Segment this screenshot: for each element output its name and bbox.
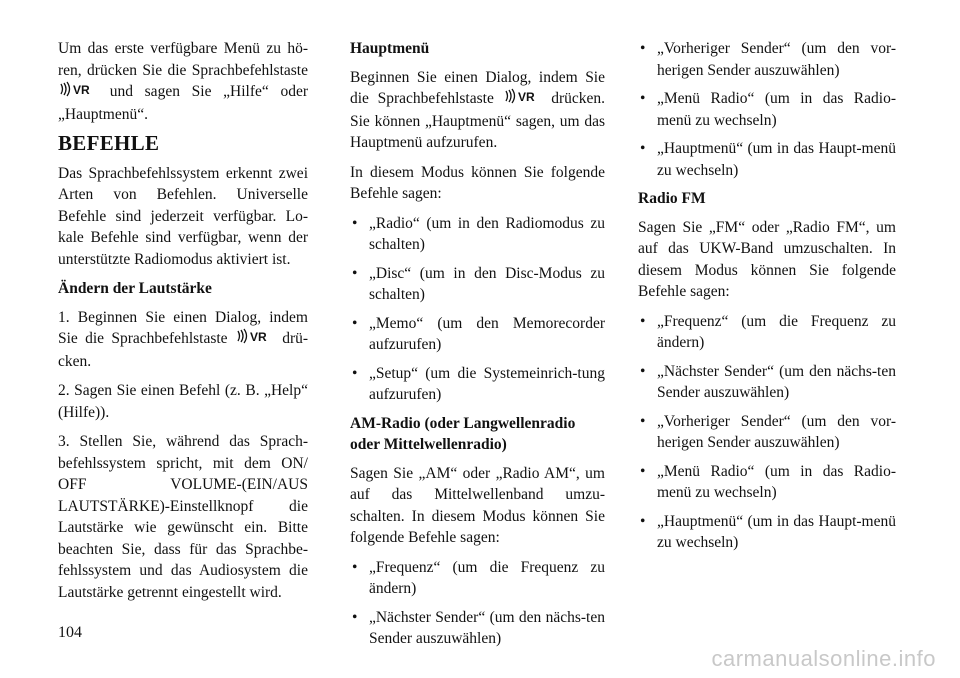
list-item: • „Memo“ (um den Memorecorder aufzurufen)	[350, 313, 605, 356]
watermark: carmanualsonline.info	[711, 646, 936, 671]
voice-command-icon	[236, 328, 274, 351]
step-1-text-a: 1. Beginnen Sie einen Dialog, indem Sie die Sprachbefehlstaste	[58, 308, 308, 348]
paragraph: Das Sprachbefehlssystem erkennt zwei Arten von Befehlen. Universelle Befehle sind jederzeit verfügbar. Lo-kale Befehle sind verfügbar, wenn der unterstützte Radiomodus aktiviert ist.	[58, 164, 308, 268]
list-item: • „Setup“ (um die Systemeinrich-tung aufzurufen)	[350, 363, 605, 406]
intro-paragraph	[58, 38, 308, 125]
bullet-list	[638, 38, 896, 181]
column-right	[638, 38, 896, 561]
bullet-list	[638, 311, 896, 554]
subheading: Hauptmenü	[350, 40, 430, 57]
list-item: • „Frequenz“ (um die Frequenz zu ändern)	[350, 557, 605, 600]
step-1-text-b: drü-cken.	[58, 330, 309, 370]
svg-text:VR: VR	[517, 90, 535, 105]
step-1	[58, 307, 308, 373]
svg-text:VR: VR	[249, 330, 267, 345]
list-item: • „Hauptmenü“ (um in das Haupt-menü zu wechseln)	[638, 511, 896, 554]
bullet-list	[350, 213, 605, 406]
subheading: AM-Radio (oder Langwellenradio oder Mittelwellenradio)	[350, 414, 576, 454]
list-item: • „Menü Radio“ (um in das Radio-menü zu wechseln)	[638, 88, 896, 131]
section-heading: BEFEHLE	[58, 131, 160, 156]
list-item: • „Menü Radio“ (um in das Radio-menü zu wechseln)	[638, 461, 896, 504]
paragraph-text-a: Beginnen Sie einen Dialog, indem Sie die Sprachbefehlstaste	[350, 68, 605, 107]
list-item: • „Vorheriger Sender“ (um den vor-herigen Sender auszuwählen)	[638, 411, 896, 454]
step-2: 2. Sagen Sie einen Befehl (z. B. „Help“ (Hilfe)).	[58, 382, 308, 421]
paragraph: In diesem Modus können Sie folgende Befehle sagen:	[350, 163, 605, 203]
column-left	[58, 38, 308, 611]
paragraph: Sagen Sie „FM“ oder „Radio FM“, um auf das UKW-Band umzuschalten. In diesem Modus können Sie folgende Befehle sagen:	[638, 218, 896, 300]
list-item: • „Disc“ (um in den Disc-Modus zu schalten)	[350, 263, 605, 306]
subheading: Ändern der Lautstärke	[58, 280, 212, 298]
intro-text-a: Um das erste verfügbare Menü zu hö-ren, drücken Sie die Sprachbefehlstaste	[58, 40, 308, 79]
list-item: • „Nächster Sender“ (um den nächs-ten Sender auszuwählen)	[638, 361, 896, 404]
list-item: • „Radio“ (um in den Radiomodus zu schalten)	[350, 213, 605, 256]
paragraph	[350, 67, 605, 154]
bullet-list	[350, 557, 605, 650]
step-3: 3. Stellen Sie, während das Sprach-befehlssystem spricht, mit dem ON/ OFF VOLUME-(EIN/AUS LAUTSTÄRKE)-Einstellknopf die Lautstärke wie gewünscht ein. Bitte beachten Sie, dass für das Sprachbe-fehlssystem und das Audiosystem die Lautstärke getrennt eingestellt wird.	[58, 433, 308, 601]
subheading: Radio FM	[638, 190, 706, 207]
column-middle	[350, 38, 605, 657]
list-item: • „Frequenz“ (um die Frequenz zu ändern)	[638, 311, 896, 354]
paragraph-text-b: drücken. Sie können „Hauptmenü“ sagen, um das Hauptmenü aufzurufen.	[350, 90, 605, 152]
svg-text:VR: VR	[73, 83, 90, 98]
voice-command-icon	[59, 81, 97, 104]
paragraph: Sagen Sie „AM“ oder „Radio AM“, um auf das Mittelwellenband umzu-schalten. In diesem Modus können Sie folgende Befehle sagen:	[350, 464, 605, 547]
page-number: 104	[58, 624, 82, 641]
list-item: • „Vorheriger Sender“ (um den vor-herigen Sender auszuwählen)	[638, 38, 896, 81]
voice-command-icon	[504, 88, 542, 111]
list-item: • „Hauptmenü“ (um in das Haupt-menü zu wechseln)	[638, 138, 896, 181]
list-item: • „Nächster Sender“ (um den nächs-ten Sender auszuwählen)	[350, 607, 605, 650]
intro-text-b: und sagen Sie „Hilfe“ oder „Hauptmenü“.	[58, 83, 308, 123]
